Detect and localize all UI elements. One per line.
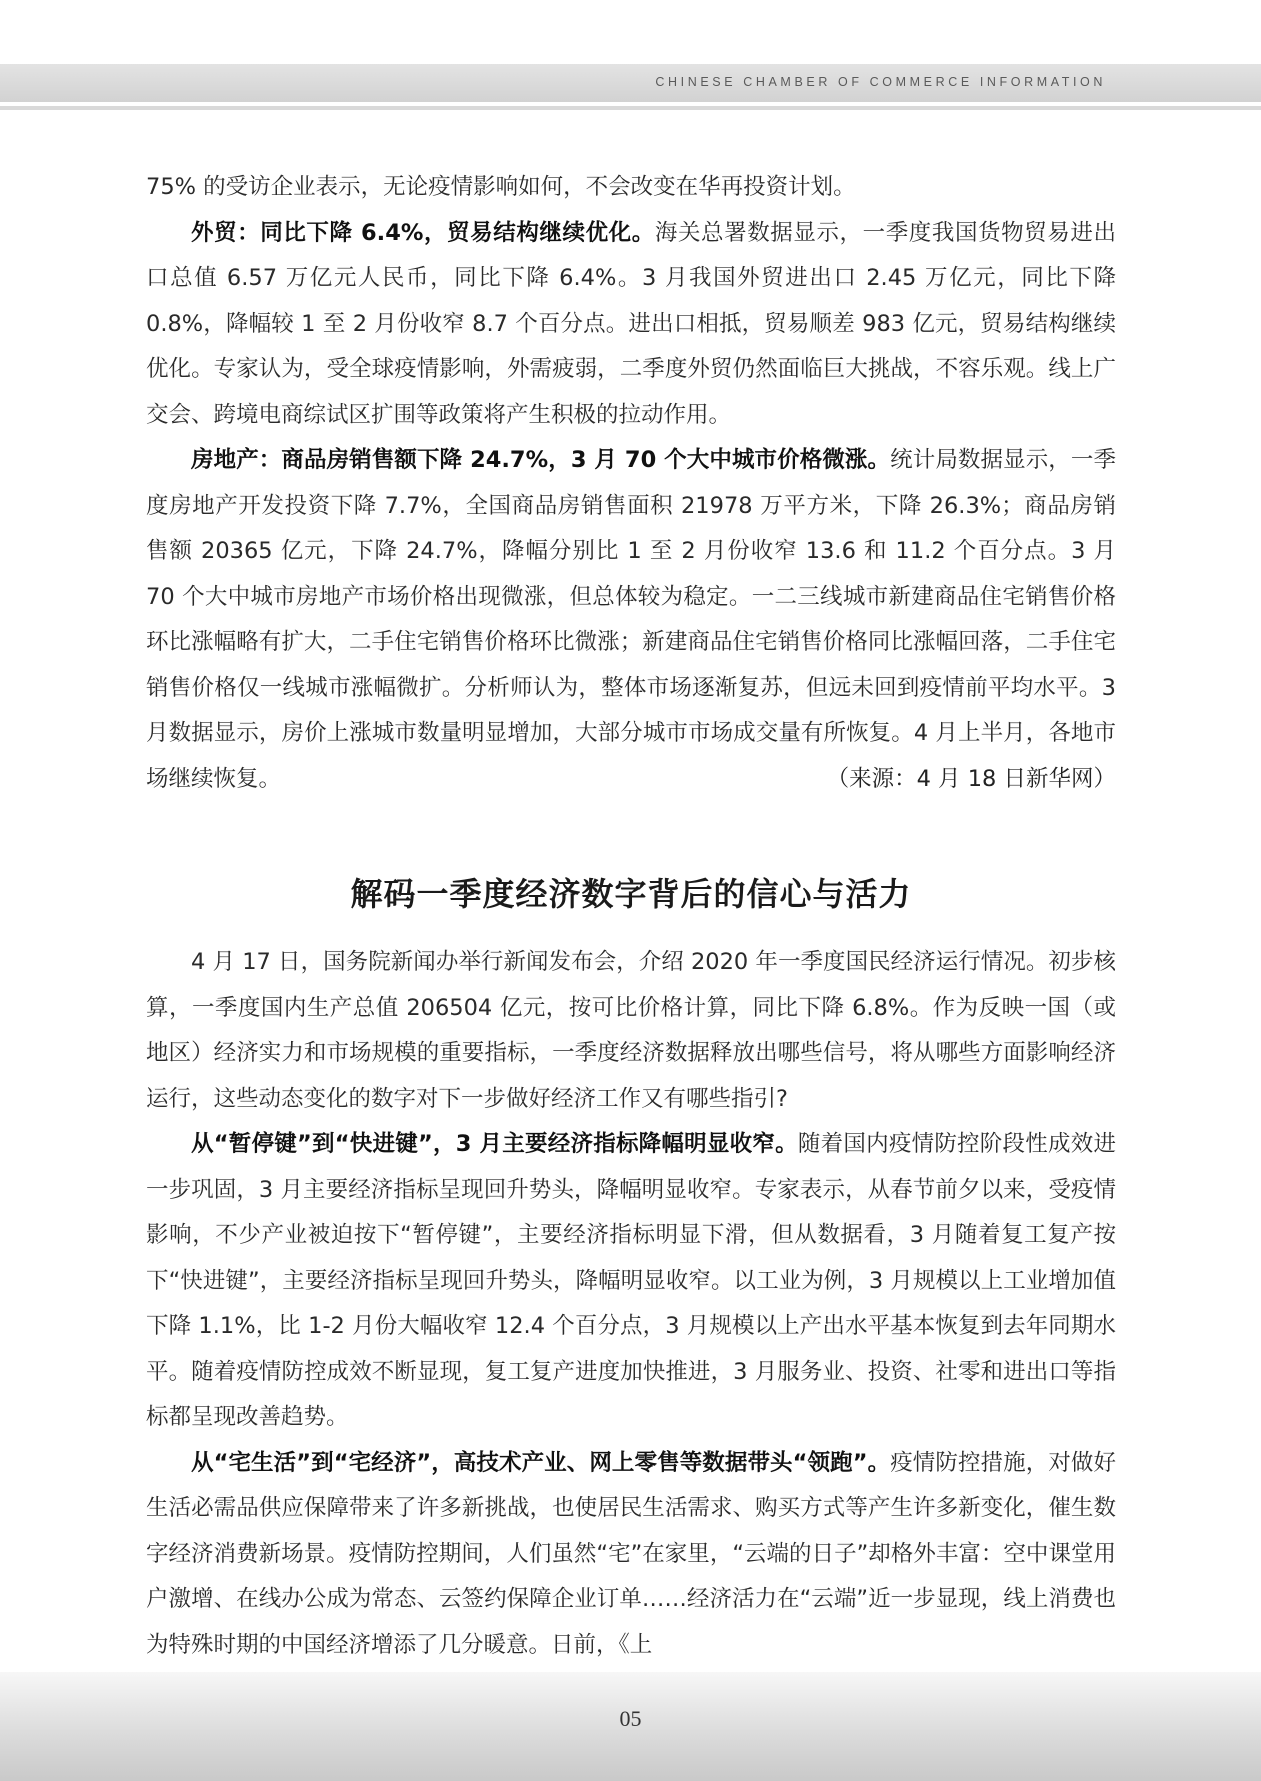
source-note: （来源：4 月 18 日新华网） (826, 765, 1116, 792)
article2-paragraph-intro: 4 月 17 日，国务院新闻办举行新闻发布会，介绍 2020 年一季度国民经济运行情况。初步核算，一季度国内生产总值 206504 亿元，按可比价格计算，同比下降 6.8%。作为反映一国（或地区）经济实力和市场规模的重要指标，一季度经济数据释放出哪些信号，将从哪些方面影响经济运行，这些动态变化的数字对下一步做好经济工作又有哪些指引? (146, 949, 1116, 1112)
article1-paragraph-trade (146, 211, 1116, 439)
page-number: 05 (619, 1706, 642, 1731)
page-content (146, 165, 1116, 1668)
realestate-lead: 房地产：商品房销售额下降 24.7%，3 月 70 个大中城市价格微涨。 (191, 447, 891, 473)
home-economy-lead: 从“宅生活”到“宅经济”，高技术产业、网上零售等数据带头“领跑”。 (191, 1449, 891, 1476)
indicators-lead: 从“暂停键”到“快进键”，3 月主要经济指标降幅明显收窄。 (191, 1131, 798, 1157)
realestate-body: 统计局数据显示，一季度房地产开发投资下降 7.7%，全国商品房销售面积 21978 万平方米，下降 26.3%；商品房销售额 20365 亿元，下降 24.7%，降幅分别比 1 至 2 月份收窄 13.6 和 11.2 个百分点。3 月 70 个大中城市房地产市场价格出现微涨，但总体较为稳定。一二三线城市新建商品住宅销售价格环比涨幅略有扩大，二手住宅销售价格环比微涨；新建商品住宅销售价格同比涨幅回落，二手住宅销售价格仅一线城市涨幅微扩。分析师认为，整体市场逐渐复苏，但远未回到疫情前平均水平。3 月数据显示，房价上涨城市数量明显增加，大部分城市市场成交量有所恢复。4 月上半月，各地市场继续恢复。 (146, 447, 1116, 792)
running-header: CHINESE CHAMBER OF COMMERCE INFORMATION (655, 75, 1106, 89)
article2-paragraph-home-economy (146, 1441, 1116, 1669)
article2-paragraph-indicators (146, 1122, 1116, 1441)
home-economy-body: 疫情防控措施，对做好生活必需品供应保障带来了许多新挑战，也使居民生活需求、购买方式等产生许多新变化，催生数字经济消费新场景。疫情防控期间，人们虽然“宅”在家里，“云端的日子”却格外丰富：空中课堂用户激增、在线办公成为常态、云签约保障企业订单……经济活力在“云端”近一步显现，线上消费也为特殊时期的中国经济增添了几分暖意。日前，《上 (146, 1449, 1116, 1658)
trade-lead: 外贸：同比下降 6.4%，贸易结构继续优化。 (191, 219, 655, 246)
article1-paragraph-realestate (146, 438, 1116, 802)
article2-title: 解码一季度经济数字背后的信心与活力 (350, 875, 912, 913)
trade-body: 海关总署数据显示，一季度我国货物贸易进出口总值 6.57 万亿元人民币，同比下降 6.4%。3 月我国外贸进出口 2.45 万亿元，同比下降 0.8%，降幅较 1 至 2 月份收窄 8.7 个百分点。进出口相抵，贸易顺差 983 亿元，贸易结构继续优化。专家认为，受全球疫情影响，外需疲弱，二季度外贸仍然面临巨大挑战，不容乐观。线上广交会、跨境电商综试区扩围等政策将产生积极的拉动作用。 (146, 219, 1116, 428)
indicators-body: 随着国内疫情防控阶段性成效进一步巩固，3 月主要经济指标呈现回升势头，降幅明显收窄。专家表示，从春节前夕以来，受疫情影响，不少产业被迫按下“暂停键”，主要经济指标明显下滑，但从数据看，3 月随着复工复产按下“快进键”，主要经济指标呈现回升势头，降幅明显收窄。以工业为例，3 月规模以上工业增加值下降 1.1%，比 1-2 月份大幅收窄 12.4 个百分点，3 月规模以上产出水平基本恢复到去年同期水平。随着疫情防控成效不断显现，复工复产进度加快推进，3 月服务业、投资、社零和进出口等指标都呈现改善趋势。 (146, 1131, 1116, 1430)
article1-paragraph-0: 75% 的受访企业表示，无论疫情影响如何，不会改变在华再投资计划。 (146, 174, 856, 200)
header-divider (0, 106, 1261, 110)
